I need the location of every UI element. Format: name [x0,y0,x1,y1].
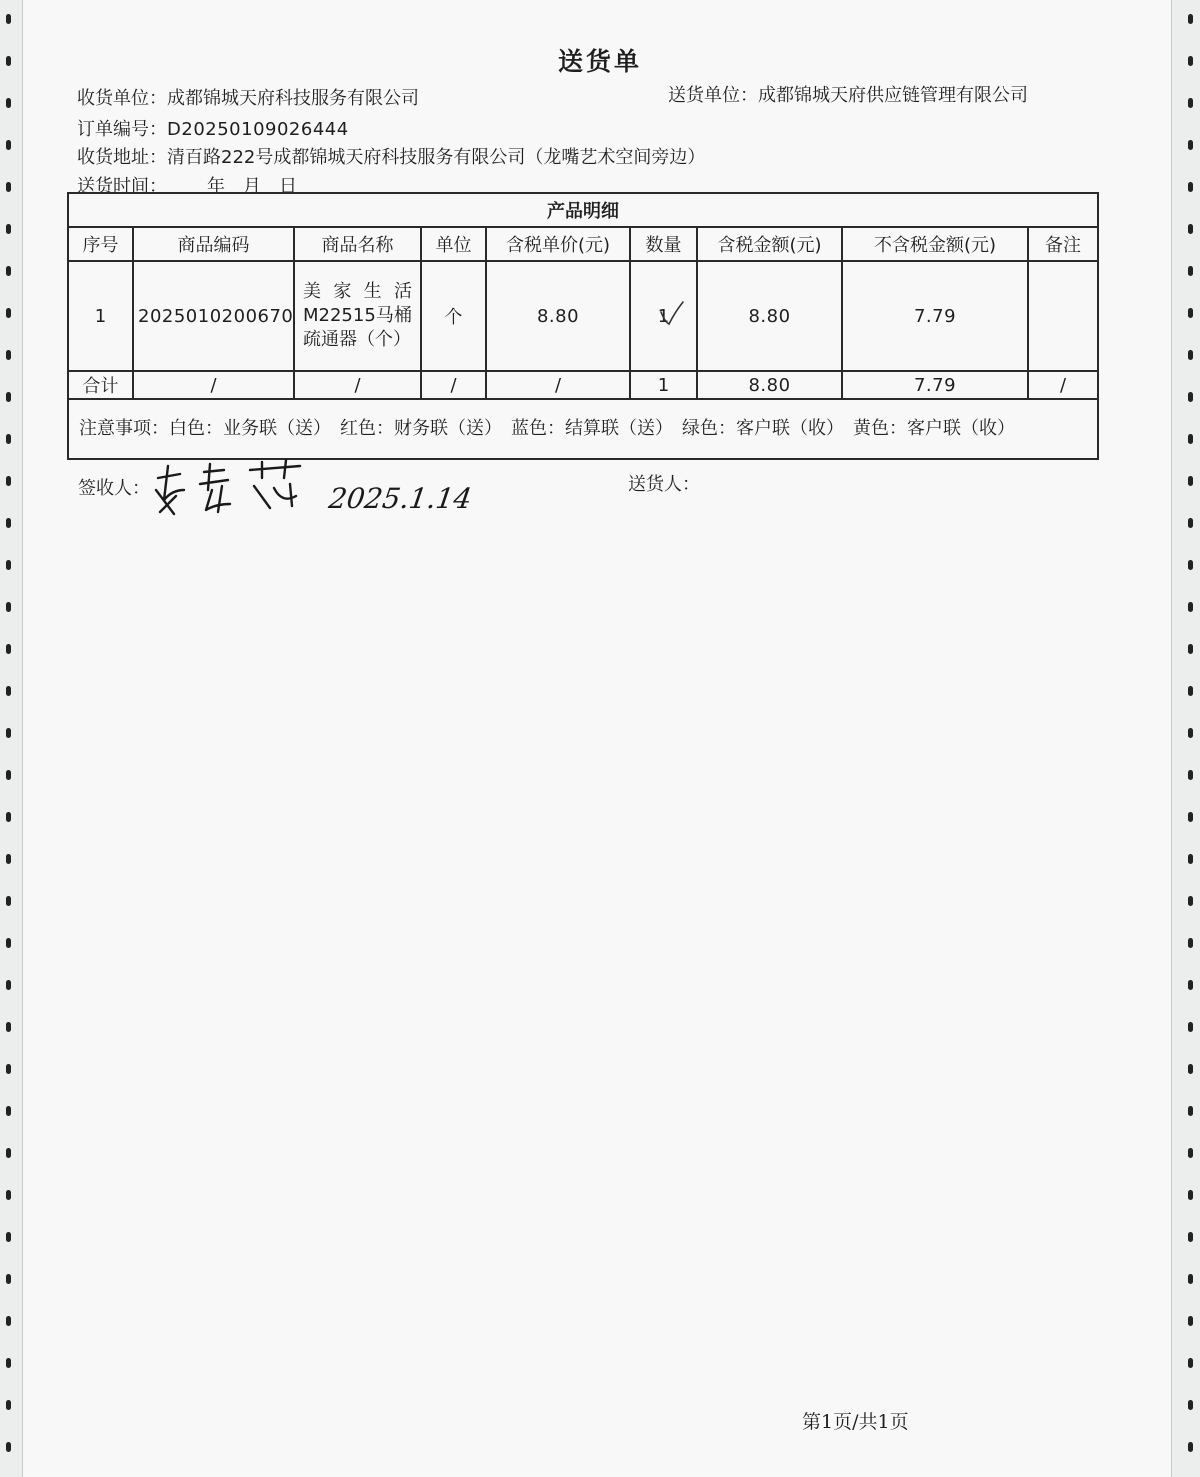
tractor-hole [6,518,11,528]
tractor-hole [1188,1106,1193,1116]
total-remark: / [1028,371,1098,399]
tractor-hole [1188,1022,1193,1032]
total-name: / [294,371,421,399]
header-unit-price: 含税单价(元) [486,227,630,261]
tractor-hole [1188,1358,1193,1368]
tractor-hole [1188,1316,1193,1326]
address-line [77,143,705,169]
tractor-hole [1188,1148,1193,1158]
header-remark: 备注 [1028,227,1098,261]
header-unit: 单位 [421,227,486,261]
total-qty: 1 [630,371,697,399]
tractor-hole [6,854,11,864]
signature-date-text: 2025.1.14 [326,482,474,515]
tractor-hole [6,14,11,24]
delivery-time-label: 送货时间： [77,176,167,197]
cell-amount-excl-tax: 7.79 [842,261,1028,371]
tractor-hole [1188,728,1193,738]
receiver-signature-label: 签收人： [78,478,150,499]
table-total-row [68,371,1098,399]
sender-unit-label: 送货单位： [668,85,758,106]
cell-amount: 8.80 [697,261,842,371]
tractor-hole [6,560,11,570]
tractor-hole [1188,266,1193,276]
total-amount-excl-tax: 7.79 [842,371,1028,399]
receiver-unit-line [77,84,419,110]
header-name: 商品名称 [294,227,421,261]
tractor-hole [6,938,11,948]
tractor-hole [1188,1274,1193,1284]
header-seq: 序号 [68,227,133,261]
tractor-hole [6,602,11,612]
header-amount-excl-tax: 不含税金额(元) [842,227,1028,261]
tractor-hole [1188,686,1193,696]
tractor-hole [6,1232,11,1242]
handwritten-signature-icon [150,460,310,520]
document-title: 送货单 [557,47,642,76]
receiver-signature-text: 袁静茹 [150,460,153,461]
tractor-hole [6,98,11,108]
receiver-signature [150,460,310,524]
tractor-hole [6,434,11,444]
table-row [68,261,1098,371]
tractor-hole [6,1064,11,1074]
tractor-hole [1188,770,1193,780]
table-notes-row [68,399,1098,459]
tractor-hole [6,770,11,780]
tractor-hole [1188,14,1193,24]
cell-code: 2025010200670 [133,261,294,371]
sender-unit-value: 成都锦城天府供应链管理有限公司 [758,85,1028,106]
tractor-hole [1188,350,1193,360]
tractor-hole [1188,896,1193,906]
tractor-hole [6,1316,11,1326]
tractor-hole [1188,1400,1193,1410]
delivery-time-value: 年 月 日 [207,176,297,197]
header-amount: 含税金额(元) [697,227,842,261]
cell-name: 美家生活M22515马桶疏通器（个） [294,261,421,371]
tractor-hole [6,1442,11,1452]
tractor-hole [1188,644,1193,654]
tractor-hole [1188,812,1193,822]
tractor-hole [6,896,11,906]
signature-date [326,478,474,522]
tractor-hole [1188,938,1193,948]
product-detail-table [67,192,1099,460]
tractor-hole [6,812,11,822]
tractor-hole [6,224,11,234]
total-label: 合计 [68,371,133,399]
tractor-hole [6,1274,11,1284]
tractor-hole [1188,434,1193,444]
order-number-label: 订单编号： [77,119,167,140]
tractor-hole [1188,602,1193,612]
tractor-hole [6,476,11,486]
tractor-hole [1188,980,1193,990]
cell-unit: 个 [421,261,486,371]
tractor-hole [6,728,11,738]
tractor-hole [1188,1064,1193,1074]
tractor-hole [6,1400,11,1410]
cell-qty-value: 1 [657,305,670,327]
order-number-value: D20250109026444 [167,119,349,140]
tractor-hole [1188,1232,1193,1242]
handwritten-date-icon [326,478,474,518]
tractor-hole [6,1022,11,1032]
tractor-hole [1188,476,1193,486]
tractor-hole [6,644,11,654]
tractor-hole [6,1358,11,1368]
order-number-line [77,115,349,141]
tractor-hole [6,350,11,360]
tractor-hole [1188,98,1193,108]
tractor-hole [1188,182,1193,192]
notes-text: 注意事项：白色：业务联（送） 红色：财务联（送） 蓝色：结算联（送） 绿色：客户联（收） 黄色：客户联（收） [68,399,1098,459]
tractor-hole [1188,392,1193,402]
cell-unit-price: 8.80 [486,261,630,371]
tractor-hole [1188,1442,1193,1452]
tractor-hole [6,686,11,696]
handwritten-check-mark [657,298,687,328]
cell-seq: 1 [68,261,133,371]
tractor-hole [6,182,11,192]
header-code: 商品编码 [133,227,294,261]
tractor-hole [6,980,11,990]
tractor-hole [6,308,11,318]
tractor-hole [6,1106,11,1116]
tractor-holes-left [2,0,16,1477]
tractor-hole [6,266,11,276]
tractor-hole [1188,560,1193,570]
tractor-hole [6,140,11,150]
tractor-hole [1188,224,1193,234]
tractor-hole [6,392,11,402]
address-label: 收货地址： [77,147,167,168]
table-caption: 产品明细 [68,193,1098,227]
deliverer-signature-label: 送货人： [628,474,700,495]
receiver-unit-value: 成都锦城天府科技服务有限公司 [167,88,419,109]
sender-unit-line [668,81,1028,107]
page-number: 第1页/共1页 [802,1411,909,1433]
tractor-hole [1188,518,1193,528]
tractor-hole [6,1190,11,1200]
cell-remark [1028,261,1098,371]
cell-qty [630,261,697,371]
receiver-unit-label: 收货单位： [77,88,167,109]
tractor-hole [1188,308,1193,318]
tractor-holes-right [1184,0,1198,1477]
total-unit: / [421,371,486,399]
total-unit-price: / [486,371,630,399]
tractor-hole [1188,854,1193,864]
tractor-hole [1188,140,1193,150]
tractor-hole [1188,1190,1193,1200]
address-value: 清百路222号成都锦城天府科技服务有限公司（龙嘴艺术空间旁边） [167,147,706,168]
tractor-hole [6,1148,11,1158]
total-code: / [133,371,294,399]
header-qty: 数量 [630,227,697,261]
table-header-row [68,227,1098,261]
total-amount: 8.80 [697,371,842,399]
